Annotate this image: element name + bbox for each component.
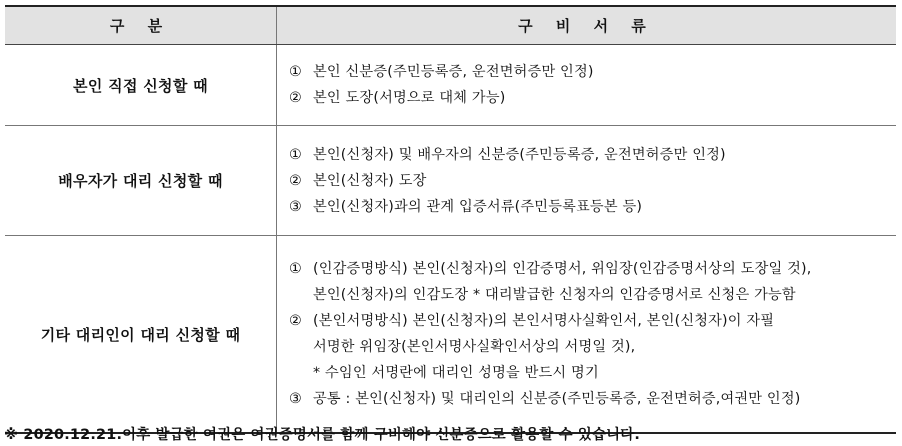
item-text: (인감증명방식) 본인(신청자)의 인감증명서, 위임장(인감증명서상의 도장일 것), [313,261,812,277]
item-text: 본인 신분증(주민등록증, 운전면허증만 인정) [313,64,594,80]
row-documents [277,126,897,236]
item-number: ① [289,261,302,277]
row-category: 본인 직접 신청할 때 [5,45,277,126]
row-category: 기타 대리인이 대리 신청할 때 [5,236,277,434]
item-text: 공통 : 본인(신청자) 및 대리인의 신분증(주민등록증, 운전면허증,여권만 인정) [313,391,801,407]
item-number: ① [289,64,302,80]
header-documents: 구 비 서 류 [277,6,897,45]
row-documents [277,45,897,126]
row-documents [277,236,897,434]
item-text: 본인(신청자)과의 관계 입증서류(주민등록표등본 등) [313,198,643,215]
item-number: ① [289,146,302,163]
document-item [289,168,896,194]
table-row [5,236,896,434]
item-number: ② [289,90,302,106]
document-item [289,386,896,412]
item-number: ③ [289,198,302,215]
item-number: ② [289,313,302,329]
header-category: 구 분 [5,6,277,45]
document-item-note: * 수임인 서명란에 대리인 성명을 반드시 명기 [313,365,599,381]
document-item [289,308,896,334]
document-item [289,59,896,85]
item-text: 본인(신청자) 도장 [313,172,427,189]
required-documents-table [5,5,896,434]
document-item [289,194,896,220]
row-category: 배우자가 대리 신청할 때 [5,126,277,236]
document-item [289,256,896,282]
item-number: ② [289,172,302,189]
document-item-continuation: 본인(신청자)의 인감도장 * 대리발급한 신청자의 인감증명서로 신청은 가능함 [313,287,796,303]
item-text: 본인(신청자) 및 배우자의 신분증(주민등록증, 운전면허증만 인정) [313,146,726,163]
item-number: ③ [289,391,302,407]
table-row [5,126,896,236]
item-text: (본인서명방식) 본인(신청자)의 본인서명사실확인서, 본인(신청자)이 자필 [313,313,775,329]
footnote: ※ 2020.12.21.이후 발급한 여권은 여권증명서를 함께 구비해야 신분증으로 활용할 수 있습니다. [4,427,641,443]
document-item [289,142,896,168]
table-header-row [5,6,896,45]
document-item [289,85,896,111]
table-row [5,45,896,126]
item-text: 본인 도장(서명으로 대체 가능) [313,90,506,106]
document-item-continuation: 서명한 위임장(본인서명사실확인서상의 서명일 것), [313,339,636,355]
